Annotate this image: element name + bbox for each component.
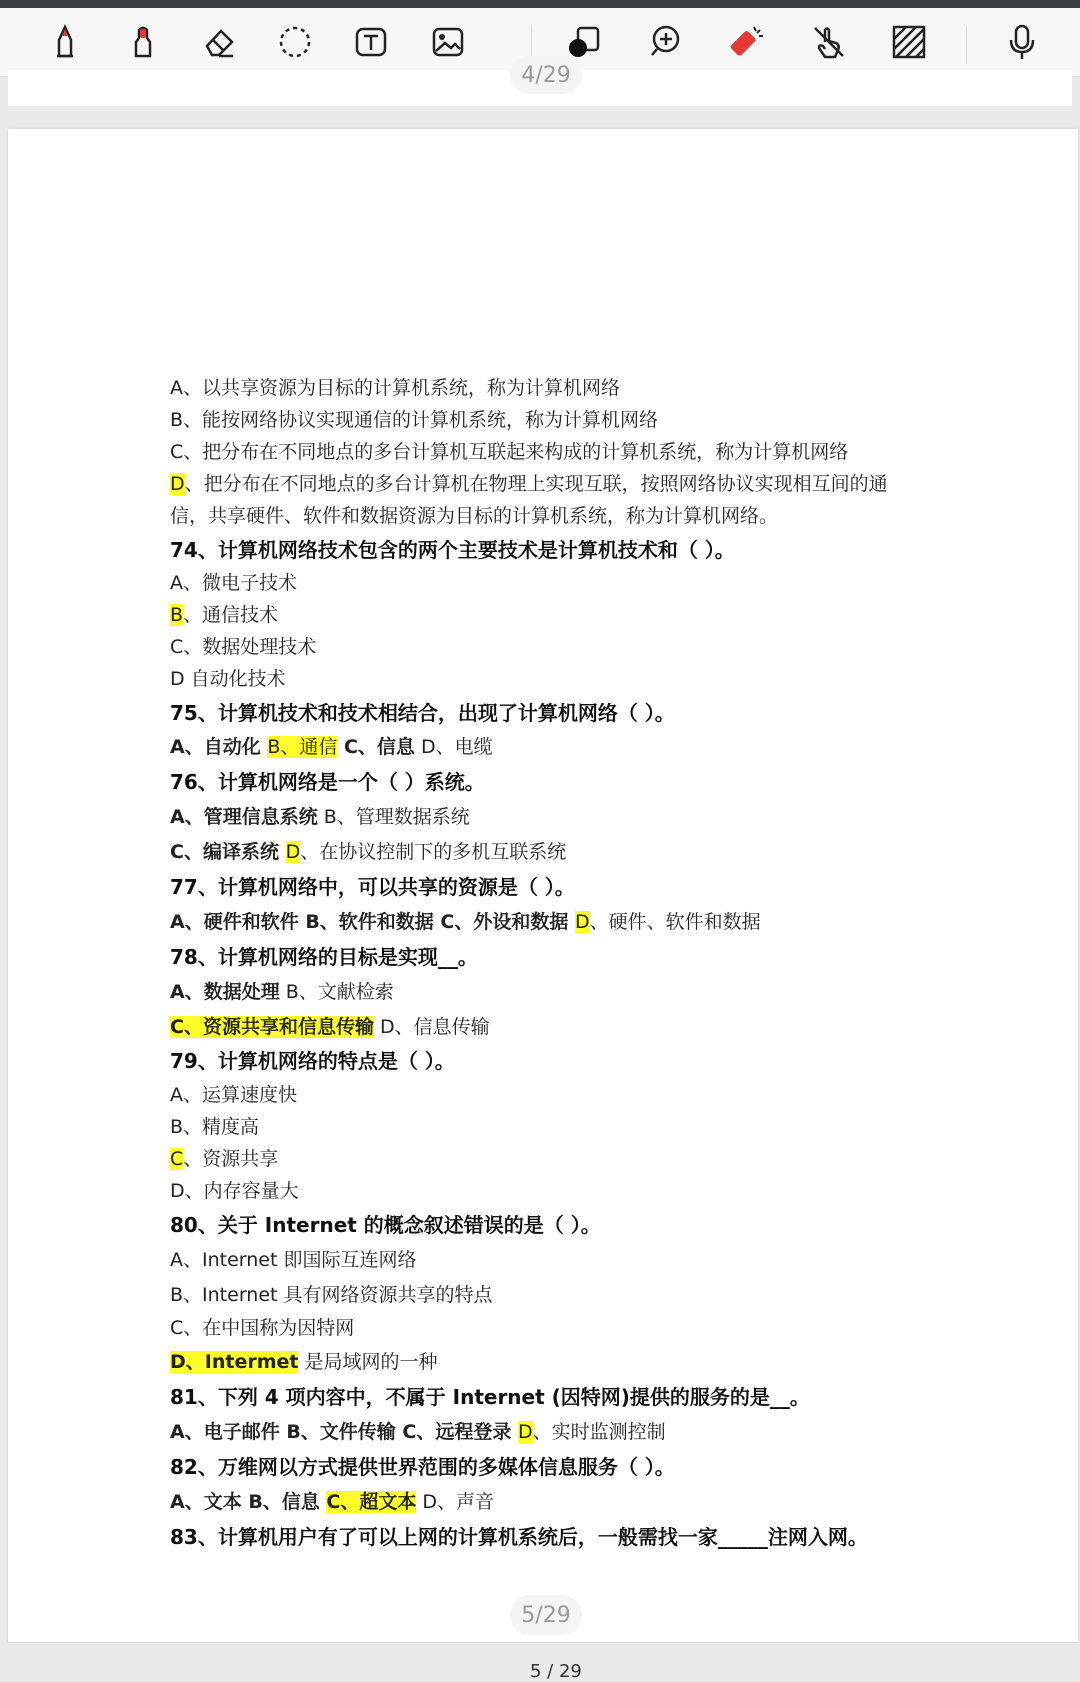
- answer-line: [170, 908, 761, 936]
- laser-pointer-icon[interactable]: [724, 18, 772, 66]
- answer-line: [170, 1145, 278, 1173]
- option-text: D、电缆: [414, 736, 493, 758]
- previous-page-number: 4/29: [510, 56, 582, 94]
- bold-option-text: A、数据处理: [170, 981, 280, 1003]
- question-line: [170, 1383, 810, 1411]
- bold-option-text: A、电子邮件 B、文件传输 C、远程登录: [170, 1421, 518, 1443]
- bold-option-text: A、管理信息系统: [170, 806, 318, 828]
- option-text: A、Internet 即国际互连网络: [170, 1249, 417, 1271]
- question-line: [170, 873, 575, 901]
- microphone-icon[interactable]: [998, 18, 1046, 66]
- answer-line: [170, 733, 493, 761]
- option-text: C、数据处理技术: [170, 636, 317, 658]
- answer-line: [170, 1488, 494, 1516]
- option-text: D、声音: [416, 1491, 495, 1513]
- bold-option-text: A、自动化: [170, 736, 268, 758]
- bold-option-text: C、信息: [337, 736, 415, 758]
- bold-option-text: A、硬件和软件 B、软件和数据 C、外设和数据: [170, 911, 575, 933]
- option-text: D、信息传输: [373, 1016, 490, 1038]
- answer-line: [170, 1113, 259, 1141]
- pattern-icon[interactable]: [885, 18, 933, 66]
- answer-line: [170, 978, 394, 1006]
- answer-line: [170, 665, 286, 693]
- option-text: 、把分布在不同地点的多台计算机在物理上实现互联，按照网络协议实现相互间的通: [184, 473, 888, 495]
- answer-line: [170, 406, 658, 434]
- option-text: C、把分布在不同地点的多台计算机互联起来构成的计算机系统，称为计算机网络: [170, 441, 849, 463]
- option-text: 、实时监测控制: [532, 1421, 666, 1443]
- question-line: [170, 536, 735, 564]
- answer-line: [170, 569, 297, 597]
- answer-line: [170, 470, 888, 498]
- option-text: D 自动化技术: [170, 668, 286, 690]
- highlighted-answer: B: [170, 604, 184, 626]
- option-text: 、通信技术: [183, 604, 279, 626]
- option-text: 、硬件、软件和数据: [589, 911, 761, 933]
- answer-line: [170, 1418, 666, 1446]
- highlighted-answer: C、资源共享和信息传输: [170, 1016, 374, 1038]
- question-line: [170, 1453, 675, 1481]
- option-text: B、Internet 具有网络资源共享的特点: [170, 1284, 493, 1306]
- answer-line: [170, 438, 848, 466]
- option-text: D、内存容量大: [170, 1180, 299, 1202]
- highlighted-answer: D: [170, 473, 185, 495]
- question-line: [170, 699, 675, 727]
- answer-line: [170, 1081, 297, 1109]
- question-text: 83、计算机用户有了可以上网的计算机系统后，一般需找一家_____注网入网。: [170, 1525, 868, 1549]
- lasso-icon[interactable]: [271, 18, 319, 66]
- page-footer-number: 5 / 29: [530, 1661, 582, 1682]
- answer-line: [170, 1246, 416, 1274]
- answer-line: [170, 1013, 490, 1041]
- question-text: 75、计算机技术和技术相结合，出现了计算机网络（ ）。: [170, 701, 675, 725]
- question-text: 79、计算机网络的特点是（ ）。: [170, 1049, 455, 1073]
- option-text: C、在中国称为因特网: [170, 1317, 355, 1339]
- option-text: B、文献检索: [279, 981, 394, 1003]
- highlighted-answer: D: [517, 1421, 533, 1443]
- option-text: B、管理数据系统: [317, 806, 470, 828]
- answer-line: [170, 633, 316, 661]
- image-icon[interactable]: [424, 18, 472, 66]
- option-text: 是局域网的一种: [298, 1351, 438, 1373]
- answer-line: [170, 1281, 493, 1309]
- answer-line: [170, 803, 470, 831]
- document-page: [8, 129, 1078, 1682]
- answer-line: [170, 374, 620, 402]
- question-text: 82、万维网以方式提供世界范围的多媒体信息服务（ ）。: [170, 1455, 675, 1479]
- option-text: 、资源共享: [183, 1148, 279, 1170]
- highlighted-answer: B、通信: [267, 736, 338, 758]
- page-indicator: 5/29: [510, 1595, 582, 1635]
- option-text: 信，共享硬件、软件和数据资源为目标的计算机系统，称为计算机网络。: [170, 505, 779, 527]
- highlighted-answer: D、Intermet: [170, 1351, 299, 1373]
- highlighter-icon[interactable]: [119, 18, 167, 66]
- answer-line: [170, 1177, 299, 1205]
- question-line: [170, 768, 485, 796]
- option-text: B、精度高: [170, 1116, 260, 1138]
- bold-option-text: A、文本 B、信息: [170, 1491, 327, 1513]
- question-text: 80、关于 Internet 的概念叙述错误的是（ ）。: [170, 1213, 601, 1237]
- question-text: 77、计算机网络中，可以共享的资源是（ ）。: [170, 875, 575, 899]
- touch-disable-icon[interactable]: [804, 18, 852, 66]
- option-text: A、以共享资源为目标的计算机系统，称为计算机网络: [170, 377, 620, 399]
- highlighted-answer: D: [574, 911, 590, 933]
- question-line: [170, 1047, 455, 1075]
- question-line: [170, 1211, 601, 1239]
- question-text: 78、计算机网络的目标是实现__。: [170, 945, 478, 969]
- question-line: [170, 1523, 868, 1551]
- answer-line: [170, 601, 278, 629]
- option-text: B、能按网络协议实现通信的计算机系统，称为计算机网络: [170, 409, 659, 431]
- answer-line: [170, 1314, 354, 1342]
- question-text: 74、计算机网络技术包含的两个主要技术是计算机技术和（ ）。: [170, 538, 735, 562]
- option-text: A、微电子技术: [170, 572, 297, 594]
- toolbar-divider: [966, 26, 967, 64]
- bold-option-text: C、编译系统: [170, 841, 286, 863]
- pen-icon[interactable]: [41, 18, 89, 66]
- highlighted-answer: D: [285, 841, 301, 863]
- highlighted-answer: C: [170, 1148, 184, 1170]
- answer-line: [170, 1348, 438, 1376]
- answer-line: [170, 838, 566, 866]
- option-text: 、在协议控制下的多机互联系统: [300, 841, 567, 863]
- answer-line: [170, 502, 778, 530]
- question-text: 81、下列 4 项内容中，不属于 Internet (因特网)提供的服务的是__。: [170, 1385, 810, 1409]
- eraser-icon[interactable]: [195, 18, 243, 66]
- window-top-bar: [0, 0, 1080, 8]
- text-icon[interactable]: [347, 18, 395, 66]
- highlighted-answer: C、超文本: [326, 1491, 417, 1513]
- zoom-icon[interactable]: [644, 18, 692, 66]
- option-text: A、运算速度快: [170, 1084, 297, 1106]
- question-text: 76、计算机网络是一个（ ）系统。: [170, 770, 485, 794]
- question-line: [170, 943, 478, 971]
